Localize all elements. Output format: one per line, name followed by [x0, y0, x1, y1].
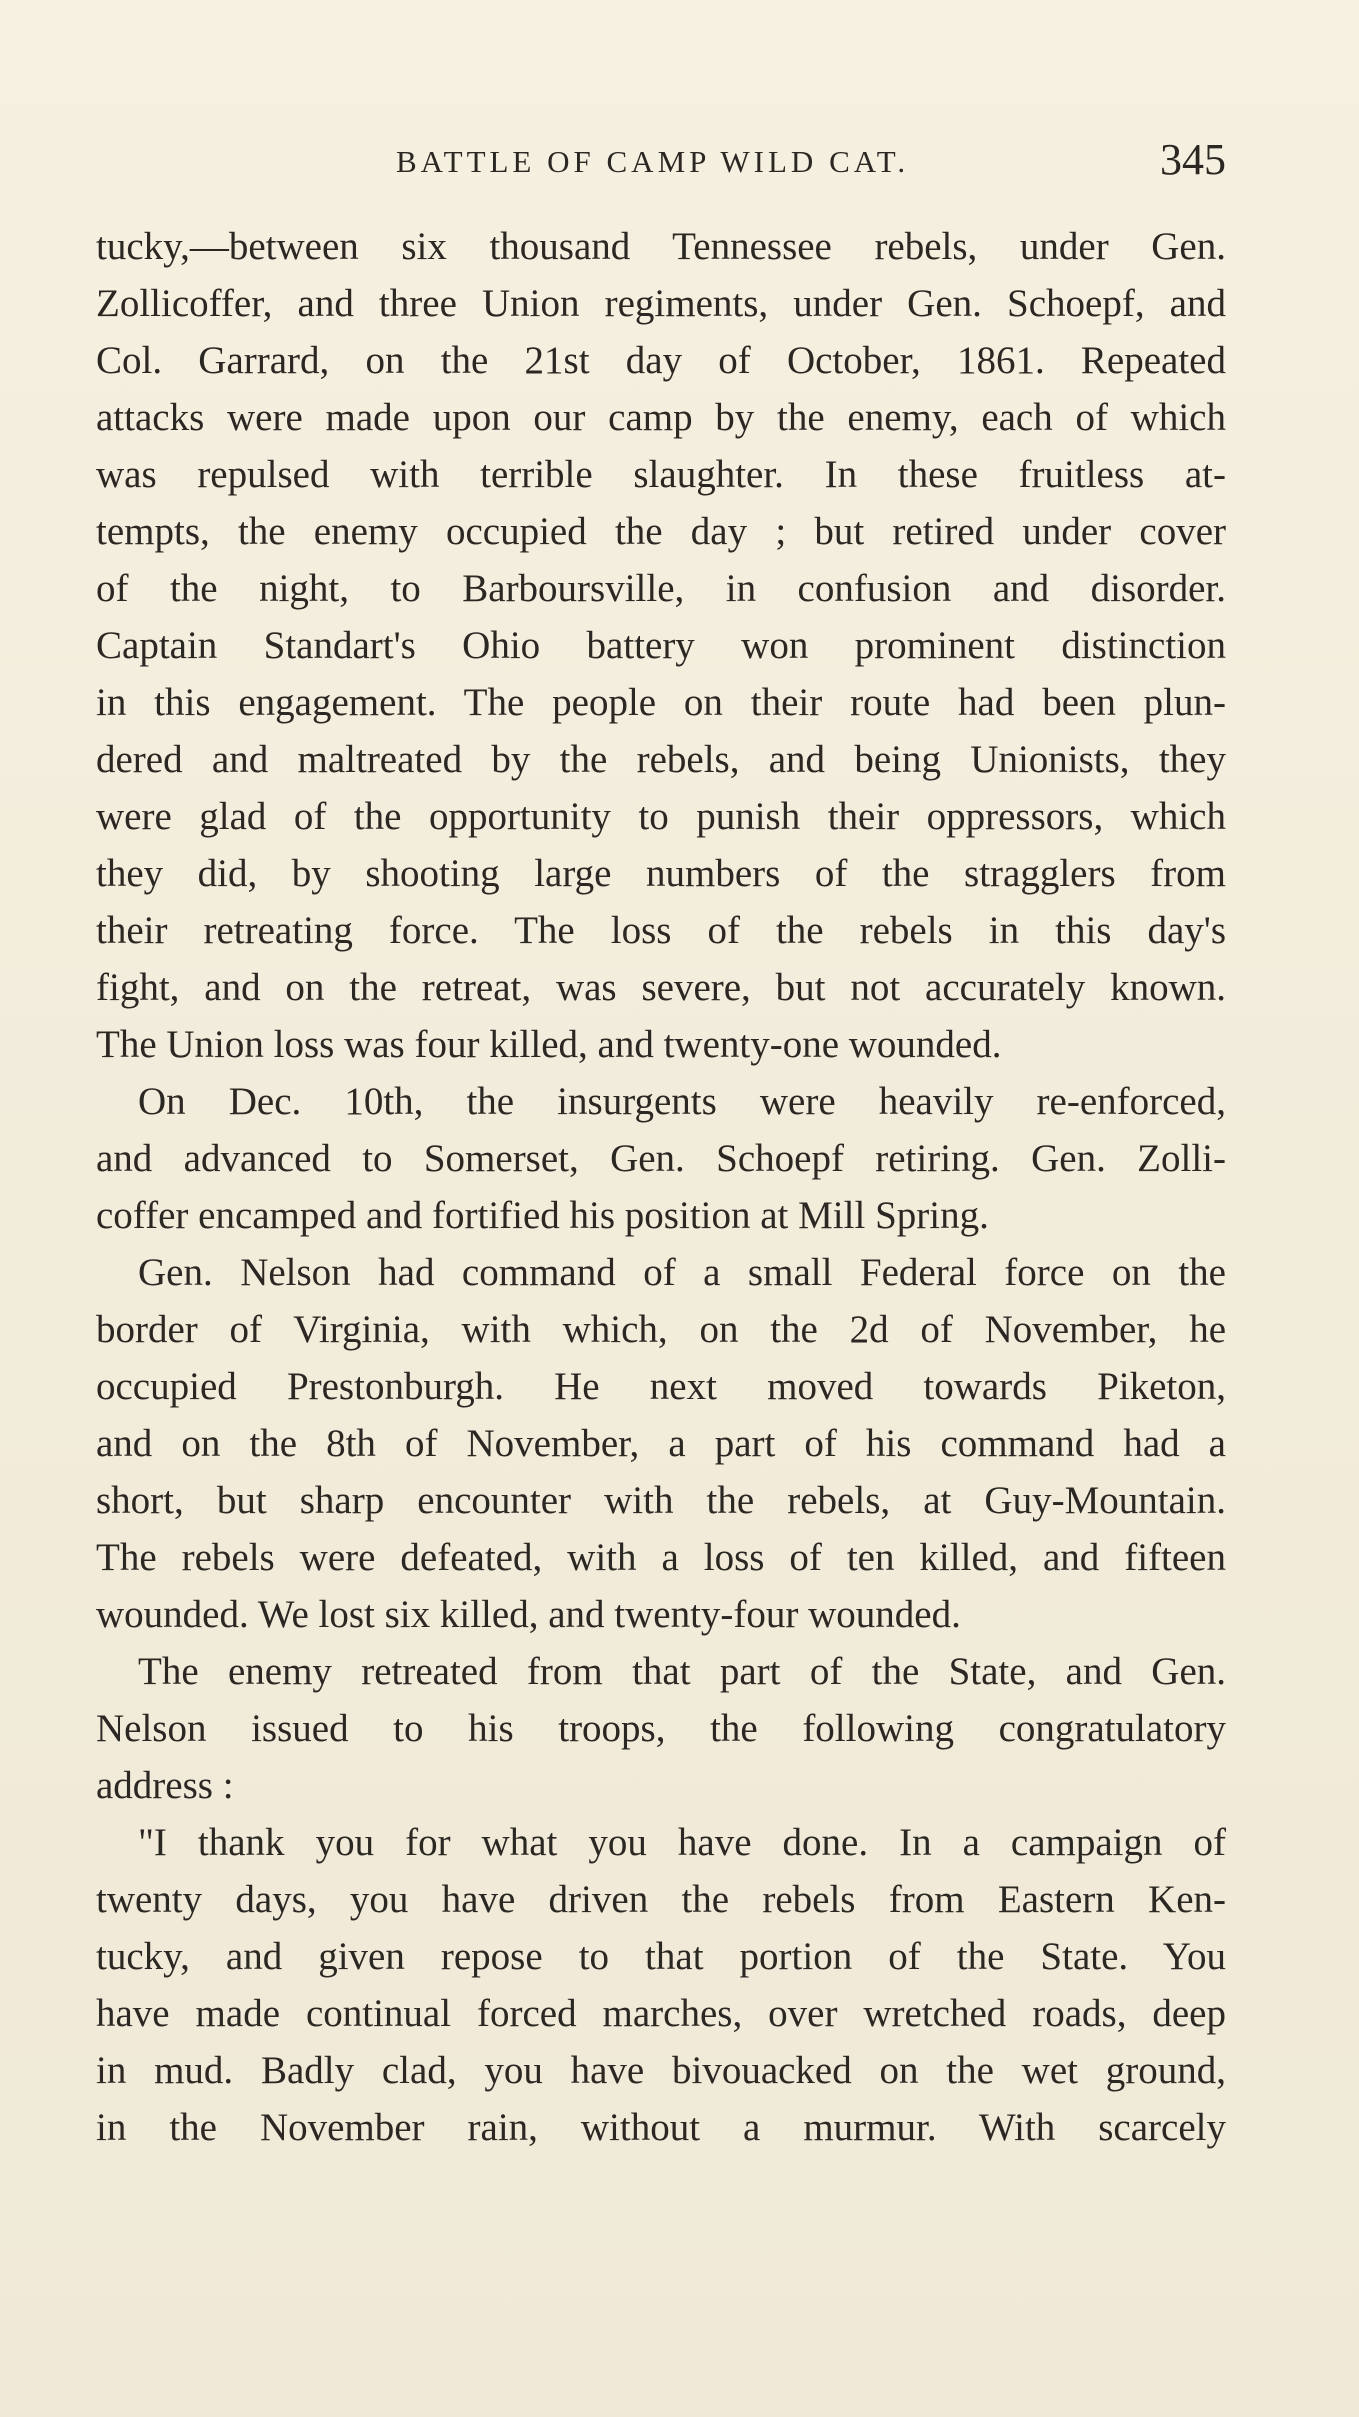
- text-line: coffer encamped and fortified his position at Mill Spring.: [96, 1194, 989, 1237]
- running-head: BATTLE OF CAMP WILD CAT.: [396, 144, 910, 179]
- text-line: Col. Garrard, on the 21st day of October, 1861. Repeated: [96, 339, 1226, 382]
- text-line: have made continual forced marches, over wretched roads, deep: [96, 1992, 1226, 2035]
- text-line: tucky,—between six thousand Tennessee rebels, under Gen.: [96, 225, 1226, 268]
- text-line: were glad of the opportunity to punish their oppressors, which: [96, 795, 1226, 838]
- text-line: short, but sharp encounter with the rebels, at Guy-Mountain.: [96, 1479, 1226, 1522]
- text-line: in the November rain, without a murmur. With scarcely: [96, 2106, 1226, 2149]
- text-line: twenty days, you have driven the rebels from Eastern Ken-: [96, 1878, 1226, 1921]
- text-line: Gen. Nelson had command of a small Federal force on the: [138, 1251, 1226, 1294]
- page-header: [96, 135, 1226, 198]
- text-line: and advanced to Somerset, Gen. Schoepf retiring. Gen. Zolli-: [96, 1137, 1226, 1180]
- text-line: wounded. We lost six killed, and twenty-four wounded.: [96, 1593, 961, 1636]
- text-line: The rebels were defeated, with a loss of ten killed, and fifteen: [96, 1536, 1226, 1579]
- text-line: in mud. Badly clad, you have bivouacked on the wet ground,: [96, 2049, 1226, 2092]
- text-line: and on the 8th of November, a part of his command had a: [96, 1422, 1226, 1465]
- text-line: their retreating force. The loss of the rebels in this day's: [96, 909, 1226, 952]
- text-line: fight, and on the retreat, was severe, but not accurately known.: [96, 966, 1226, 1009]
- text-line: address :: [96, 1764, 234, 1807]
- text-line: attacks were made upon our camp by the enemy, each of which: [96, 396, 1226, 439]
- text-line: dered and maltreated by the rebels, and being Unionists, they: [96, 738, 1226, 781]
- text-line: tucky, and given repose to that portion of the State. You: [96, 1935, 1226, 1978]
- text-line: Captain Standart's Ohio battery won prominent distinction: [96, 624, 1226, 667]
- text-line: The Union loss was four killed, and twenty-one wounded.: [96, 1023, 1002, 1066]
- text-line: border of Virginia, with which, on the 2d of November, he: [96, 1308, 1226, 1351]
- text-line: The enemy retreated from that part of the State, and Gen.: [138, 1650, 1226, 1693]
- text-line: occupied Prestonburgh. He next moved towards Piketon,: [96, 1365, 1226, 1408]
- text-line: Nelson issued to his troops, the following congratulatory: [96, 1707, 1226, 1750]
- text-line: "I thank you for what you have done. In a campaign of: [138, 1821, 1226, 1864]
- text-line: in this engagement. The people on their route had been plun-: [96, 681, 1226, 724]
- text-line: of the night, to Barboursville, in confusion and disorder.: [96, 567, 1226, 610]
- body-text: [96, 218, 1226, 2156]
- text-line: On Dec. 10th, the insurgents were heavily re-enforced,: [138, 1080, 1226, 1123]
- page-number: 345: [1160, 135, 1226, 184]
- text-line: tempts, the enemy occupied the day ; but retired under cover: [96, 510, 1226, 553]
- text-line: Zollicoffer, and three Union regiments, under Gen. Schoepf, and: [96, 282, 1226, 325]
- text-line: was repulsed with terrible slaughter. In these fruitless at-: [96, 453, 1226, 496]
- text-line: they did, by shooting large numbers of the stragglers from: [96, 852, 1226, 895]
